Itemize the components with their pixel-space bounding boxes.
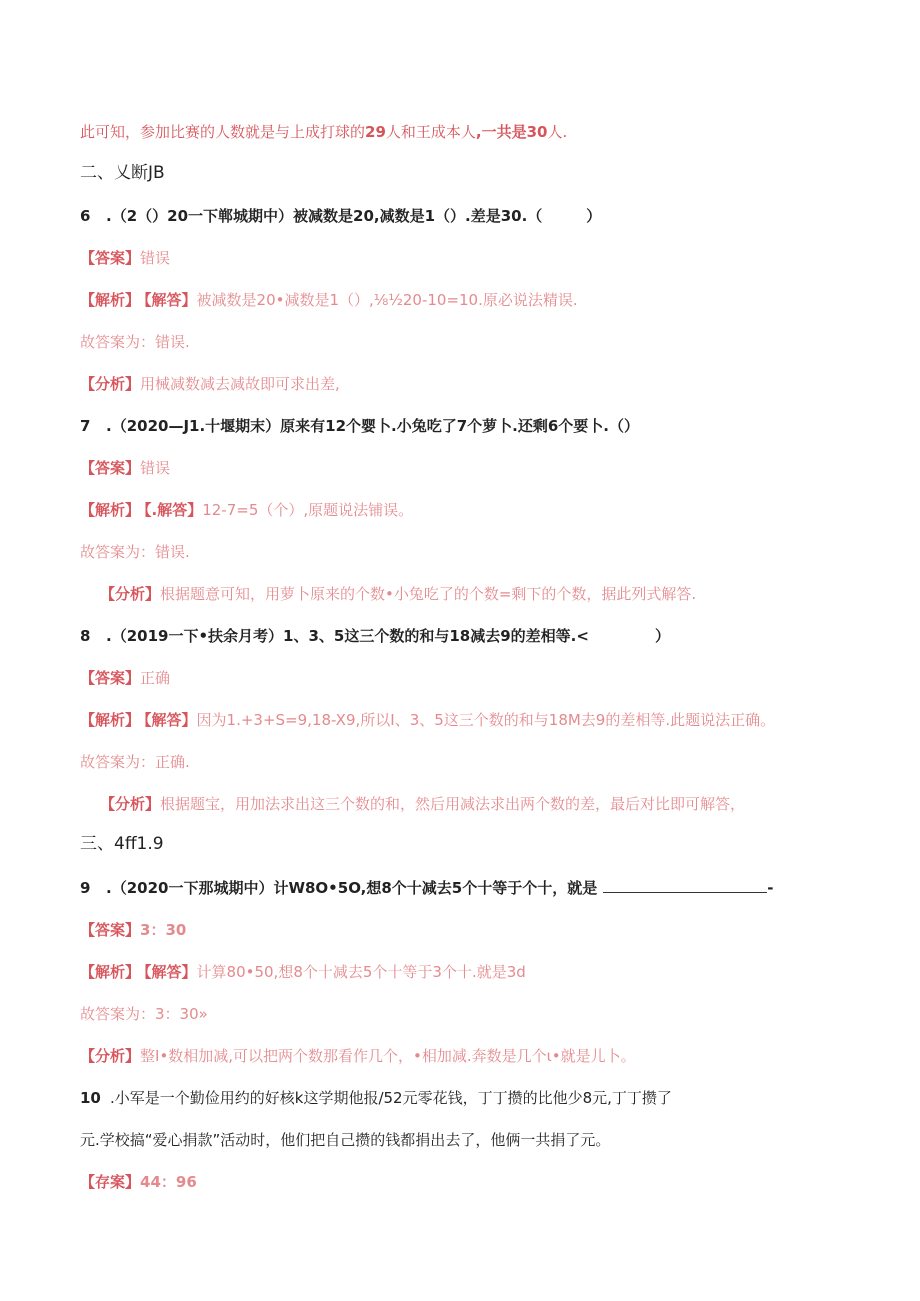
q8-solve-tag: 【解答】 — [144, 711, 197, 729]
section-2-title: 二、乂断JB — [80, 163, 165, 183]
q6-solve-tag: 【解答】 — [144, 291, 197, 309]
q6-analysis-text: 被减数是20•减数是1（）,⅛½20-10=10.原必说法精误. — [196, 291, 578, 309]
q10-question-line2: 元.学校搞“爱心捐款”活动时，他们把自己攒的钱都捐出去了，他俩一共捐了元。 — [80, 1131, 611, 1149]
q6-fenxi-tag: 【分析】 — [80, 375, 141, 393]
q7-solve-tag: 【.解答】 — [144, 501, 203, 519]
q10-answer-value: 44：96 — [140, 1173, 197, 1191]
q8-analysis — [80, 710, 775, 730]
q10-answer-tag: 【存案】 — [80, 1173, 141, 1191]
q9-analysis — [80, 962, 526, 982]
q7-analysis-text: 12-7=5（个）,原题说法铺误。 — [202, 501, 414, 519]
q6-fenxi-text: 用械减数减去减故即可求出差, — [140, 375, 340, 393]
q10-text: .小军是一个勤俭用约的好核k这学期他报/52元零花钱，丁丁攒的比他少8元,丁丁攒了 — [110, 1089, 672, 1107]
q7-answer-value: 错误 — [140, 459, 171, 477]
intro-num2: 30 — [526, 123, 548, 141]
q7-question — [80, 416, 639, 436]
q8-fenxi-tag: 【分析】 — [100, 795, 161, 813]
q9-number: 9 — [80, 879, 91, 897]
q6-analysis-tag: 【解析】 — [80, 291, 141, 309]
q8-question — [80, 626, 670, 646]
q6-number: 6 — [80, 207, 91, 225]
q6-close: ） — [586, 207, 602, 225]
section-3-title: 三、4ff1.9 — [80, 834, 164, 854]
q8-conclusion: 故答案为：正确. — [80, 753, 190, 771]
q9-answer-tag: 【答案】 — [80, 921, 141, 939]
q10-question — [80, 1088, 672, 1108]
q9-conclusion: 故答案为：3：30» — [80, 1005, 208, 1023]
q10-answer — [80, 1172, 197, 1192]
q6-text: .（2（）20一下郸城期中）被减数是20,减数是1（）.差是30.（ — [106, 207, 543, 225]
q8-fenxi-text: 根据题宝，用加法求出这三个数的和，然后用减法求出两个数的差，最后对比即可解答， — [160, 795, 746, 813]
q7-analysis-tag: 【解析】 — [80, 501, 141, 519]
q8-answer — [80, 668, 170, 688]
q8-analysis-text: 因为1.+3+S=9,18-X9,所以I、3、5这三个数的和与18M去9的差相等.此题说法正确。 — [196, 711, 776, 729]
q8-text: .（2019一下•扶余月考）1、3、5这三个数的和与18减去9的差相等.< — [106, 627, 589, 645]
q6-analysis — [80, 290, 578, 310]
intro-line — [80, 122, 567, 142]
q6-answer — [80, 248, 170, 268]
q9-answer — [80, 920, 186, 940]
q7-text: .（2020—J1.十堰期末）原来有12个婴卜.小兔吃了7个萝卜.还剩6个要卜.（） — [106, 417, 640, 435]
q9-fenxi-tag: 【分析】 — [80, 1047, 141, 1065]
q8-analysis-tag: 【解析】 — [80, 711, 141, 729]
q9-answer-blank[interactable] — [603, 880, 767, 893]
q8-answer-value: 正确 — [140, 669, 171, 687]
intro-text-b: 人和王成本人 — [385, 123, 476, 141]
q7-fenxi-text: 根据题意可知，用萝卜原来的个数•小兔吃了的个数=剩下的个数，据此列式解答. — [160, 585, 697, 603]
q7-number: 7 — [80, 417, 91, 435]
q10-number: 10 — [80, 1089, 101, 1107]
intro-text-a: 此可知，参加比赛的人数就是与上成打球的 — [80, 123, 366, 141]
q9-tail: - — [767, 879, 774, 897]
q6-answer-tag: 【答案】 — [80, 249, 141, 267]
q8-answer-tag: 【答案】 — [80, 669, 141, 687]
q7-conclusion: 故答案为：错误. — [80, 543, 190, 561]
q9-answer-value: 3：30 — [140, 921, 187, 939]
q6-conclusion: 故答案为：错误. — [80, 333, 190, 351]
q7-answer — [80, 458, 170, 478]
q7-answer-tag: 【答案】 — [80, 459, 141, 477]
q8-fenxi — [100, 794, 745, 814]
q6-answer-value: 错误 — [140, 249, 171, 267]
intro-text-d: 人. — [547, 123, 568, 141]
q7-analysis — [80, 500, 413, 520]
q9-fenxi-text: 整I•数相加减,可以把两个数那看作几个，•相加减.奔数是几个ι•就是儿卜。 — [140, 1047, 636, 1065]
q9-fenxi — [80, 1046, 636, 1066]
q8-number: 8 — [80, 627, 91, 645]
q9-question — [80, 878, 773, 898]
q7-fenxi — [100, 584, 696, 604]
q9-analysis-text: 计算80•50,想8个十减去5个十等于3个十.就是3d — [196, 963, 526, 981]
q7-fenxi-tag: 【分析】 — [100, 585, 161, 603]
q6-fenxi — [80, 374, 340, 394]
q8-close: ） — [654, 627, 670, 645]
intro-text-c: ,一共是 — [475, 123, 527, 141]
intro-num1: 29 — [365, 123, 386, 141]
q9-solve-tag: 【解答】 — [144, 963, 197, 981]
q9-text: .（2020一下那城期中）计W8O•5O,想8个十减去5个十等于个十，就是 — [106, 879, 598, 897]
q9-analysis-tag: 【解析】 — [80, 963, 141, 981]
q6-question — [80, 206, 601, 226]
